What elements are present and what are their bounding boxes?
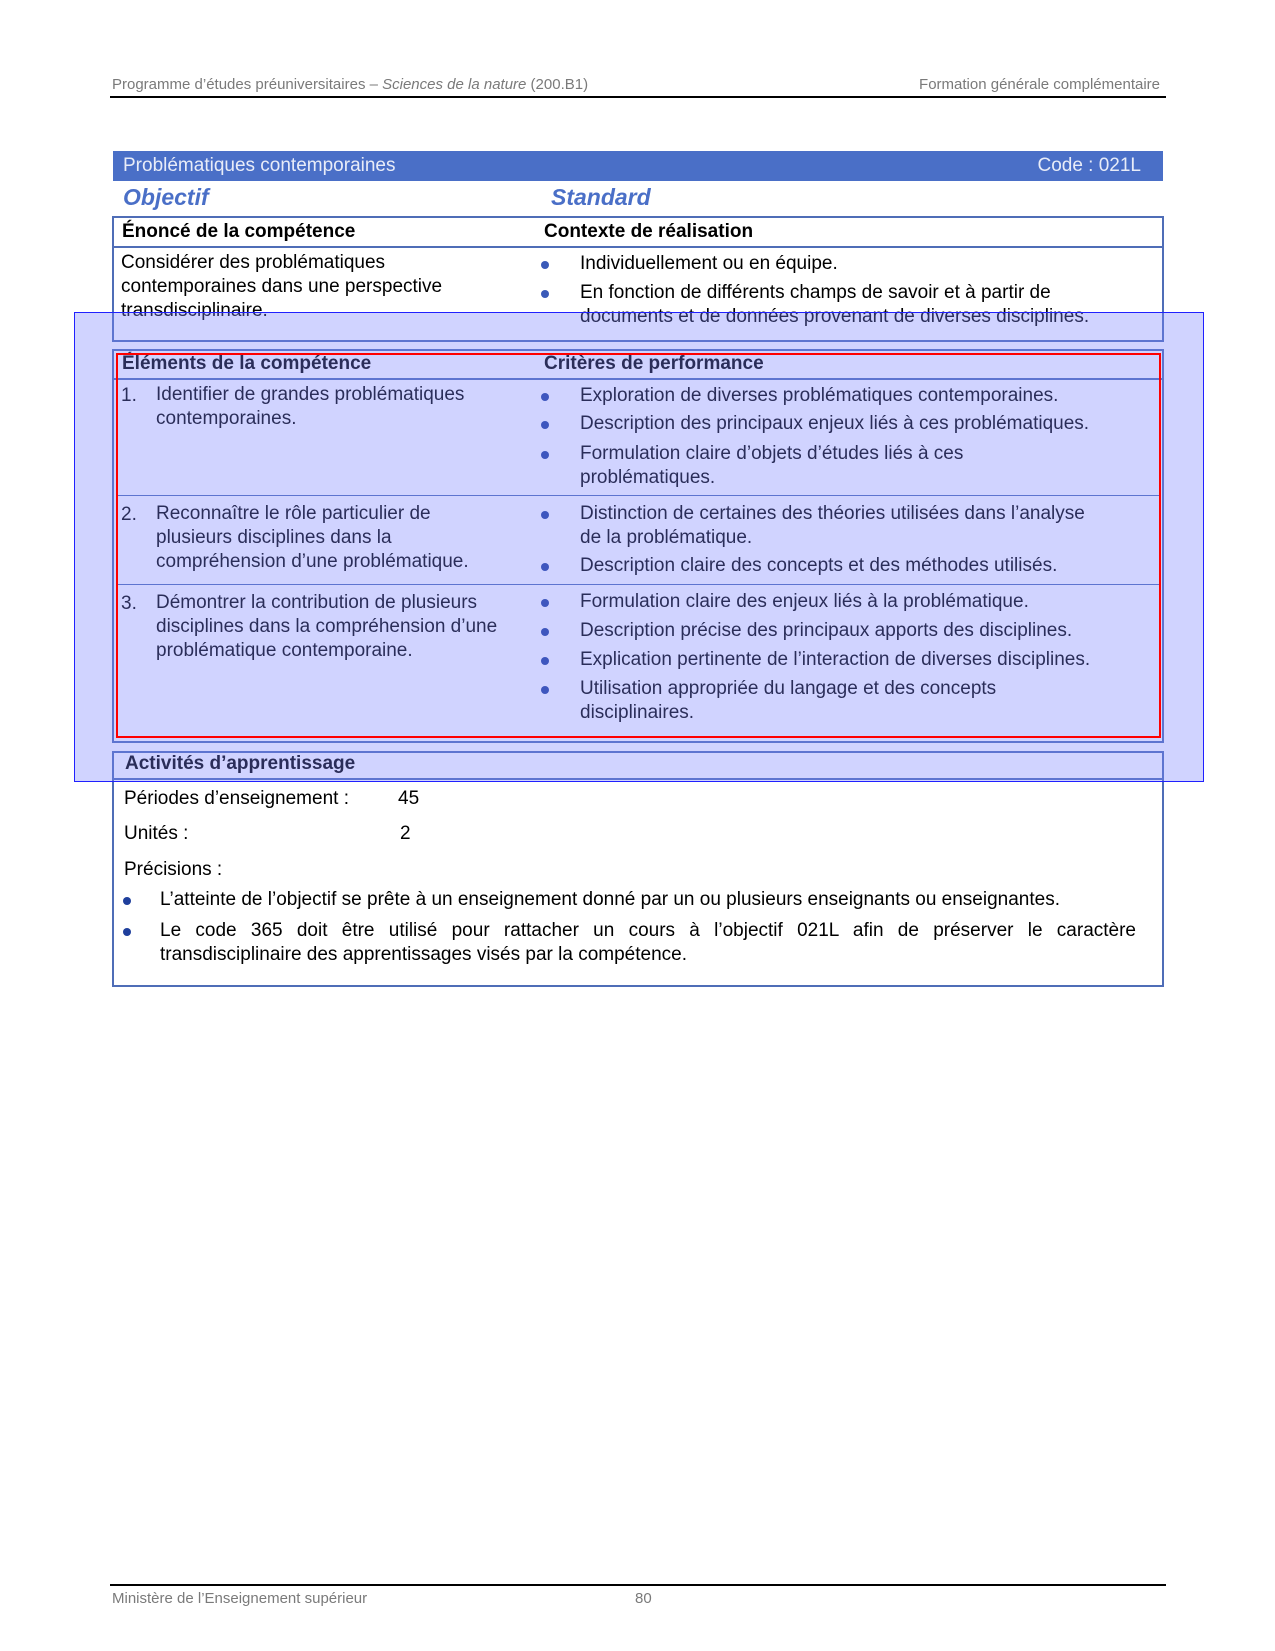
program-name: Sciences de la nature [382,76,527,93]
criterion-line: problématiques. [580,467,716,488]
periodes-value: 45 [398,788,420,809]
elements-header: Éléments de la compétence [122,353,372,374]
criterion-line: de la problématique. [580,527,753,548]
footer-rule [110,1584,1166,1586]
page-title: Problématiques contemporaines [123,155,396,176]
page-number: 80 [635,1590,652,1607]
objective-code: Code : 021L [1037,155,1141,176]
running-header-right: Formation générale complémentaire [919,76,1160,93]
precision-line: Le code 365 doit être utilisé pour rattacher un cours à l’objectif 021L afin de préserver le caractère [160,920,1136,941]
criterion-line: disciplinaires. [580,702,695,723]
competence-header-rule [114,246,1162,248]
statement-line: Considérer des problématiques [121,252,386,273]
unites-value: 2 [400,823,411,844]
periodes-label: Périodes d’enseignement : [124,788,349,809]
element-line: plusieurs disciplines dans la [156,527,392,548]
criterion-line: Distinction de certaines des théories utilisées dans l’analyse [580,503,1085,524]
running-header [112,76,1160,93]
precision-item [160,888,1060,912]
criterion-line: Formulation claire d’objets d’études liés à ces [580,443,964,464]
precision-line: L’atteinte de l’objectif se prête à un enseignement donné par un ou plusieurs enseignants ou enseignantes. [160,889,1060,910]
title-bar [113,151,1163,181]
element-number: 3. [121,593,137,614]
bullet-icon [541,261,549,269]
statement-line: transdisciplinaire. [121,300,268,321]
highlight-frame [116,353,1161,738]
context-item [580,252,838,276]
element-line: Identifier de grandes problématiques [156,384,465,405]
element-line: Reconnaître le rôle particulier de [156,503,431,524]
precisions-label: Précisions : [124,859,223,880]
running-header-left [112,76,588,93]
competence-header: Énoncé de la compétence [122,221,356,242]
program-code: (200.B1) [526,76,589,93]
unites-label: Unités : [124,823,189,844]
precision-item [160,919,1136,967]
element-number: 1. [121,385,137,406]
bullet-icon [541,290,549,298]
header-rule [110,96,1166,98]
element-number: 2. [121,504,137,525]
criterion-line: Exploration de diverses problématiques contemporaines. [580,385,1059,406]
footer-ministry: Ministère de l’Enseignement supérieur [112,1590,368,1607]
program-prefix: Programme d’études préuniversitaires – [112,76,383,93]
criterion-line: Description des principaux enjeux liés à ces problématiques. [580,413,1090,434]
criterion-line: Description précise des principaux apports des disciplines. [580,620,1073,641]
standard-label: Standard [551,184,651,210]
criterion-line: Explication pertinente de l’interaction de diverses disciplines. [580,649,1091,670]
statement-line: contemporaines dans une perspective [121,276,443,297]
criteria-header: Critères de performance [544,353,764,374]
element-line: disciplines dans la compréhension d’une [156,616,498,637]
element-line: Démontrer la contribution de plusieurs [156,592,478,613]
criterion-line: Formulation claire des enjeux liés à la problématique. [580,591,1029,612]
context-line: Individuellement ou en équipe. [580,253,838,274]
objectif-label: Objectif [123,184,209,210]
bullet-icon [123,897,131,905]
precision-line: transdisciplinaire des apprentissages visés par la compétence. [160,944,687,965]
criterion-line: Description claire des concepts et des méthodes utilisés. [580,555,1058,576]
activities-header: Activités d’apprentissage [125,753,356,774]
element-line: contemporaines. [156,408,297,429]
context-line: En fonction de différents champs de savoir et à partir de [580,282,1051,303]
context-line: documents et de données provenant de diverses disciplines. [580,306,1090,327]
bullet-icon [123,928,131,936]
criterion-line: Utilisation appropriée du langage et des concepts [580,678,997,699]
element-line: compréhension d’une problématique. [156,551,469,572]
element-line: problématique contemporaine. [156,640,413,661]
context-header: Contexte de réalisation [544,221,754,242]
